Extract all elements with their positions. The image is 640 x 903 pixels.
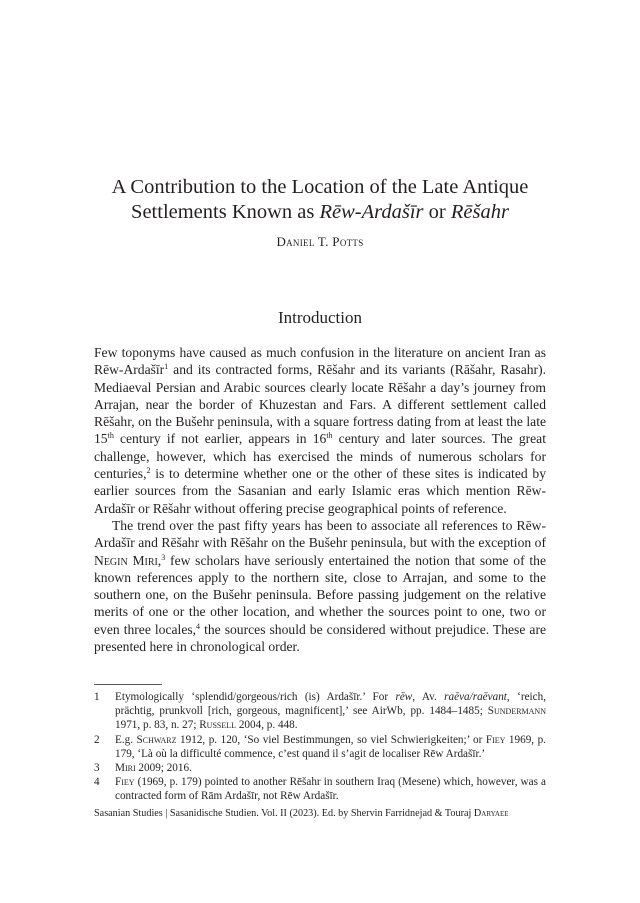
footnote-ref-4[interactable]: 4	[196, 621, 201, 631]
text-run: Few toponyms have caused as much confusion in the literature on ancient Iran as Rēw-Ardašīr	[94, 345, 546, 378]
text-run: 1912, p. 120, ‘So viel Bestimmungen, so viel Schwierigkeiten;’ or	[176, 733, 486, 746]
footnote-separator	[94, 684, 162, 685]
footnote-3	[94, 761, 546, 775]
footnote-2	[94, 733, 546, 761]
author-citation: Sundermann	[487, 705, 546, 718]
text-run: 1969, p. 179, ‘Là où la difficulté commence, c’est quand il s’agit de localiser Rēw Ardašīr.’	[115, 733, 546, 760]
text-run: Etymologically ‘splendid/gorgeous/rich (is) Ardašīr.’ For	[115, 691, 396, 703]
text-run: is to determine whether one or the other of these sites is indicated by earlier sources from the Sasanian and early Islamic eras which mention Rēw-Ardašīr or Rēšahr without offering precise geographical points of reference.	[94, 466, 546, 516]
author-citation: Negin Miri	[94, 552, 158, 568]
text-run: the sources should be considered without prejudice. These are presented here in chronological order.	[94, 621, 547, 655]
ordinal-suffix: th	[326, 431, 333, 441]
footer-text: Sasanian Studies | Sasanidische Studien. Vol. II (2023). Ed. by Shervin Farridnejad & Touraj	[94, 808, 474, 819]
text-run: century if not earlier, appears in 16	[113, 431, 327, 447]
footnote-number: 3	[94, 762, 100, 775]
text-run: (1969, p. 179) pointed to another Rēšahr in southern Iraq (Mesene) which, however, was a contracted form of Rām Ardašīr, not Rēw Ardašīr.	[115, 776, 546, 803]
footer-editor: Daryaee	[473, 808, 509, 819]
body-text	[94, 344, 546, 655]
section-heading: Introduction	[277, 308, 363, 327]
italic-term: raēva/raēvant	[444, 691, 507, 703]
ordinal-suffix: th	[107, 431, 114, 441]
footnotes	[94, 690, 546, 804]
text-run: , ‘reich, prächtig, prunkvoll [rich, gorgeous, magnificent],’ see AirWb, pp. 1484–1485;	[115, 691, 546, 718]
title-toponym-1: Rēw-Ardašīr	[319, 201, 424, 223]
author-citation: Russell	[199, 719, 237, 732]
paragraph-2	[94, 517, 546, 655]
footnote-text	[115, 775, 546, 803]
title-toponym-2: Rēšahr	[450, 201, 509, 223]
text-run: few scholars have seriously entertained the notion that some of the known references apply to the northern site, close to Arrajan, and some to the southern one, on the Bušehr peninsula. Before passing judgement on the relative merits of one or the other location, and whether the sources point to one, two or even three locales,	[94, 552, 546, 637]
footnote-ref-1[interactable]: 1	[164, 362, 169, 372]
footnote-ref-2[interactable]: 2	[146, 466, 151, 476]
footnote-number: 4	[94, 776, 100, 789]
footnote-text	[115, 690, 546, 733]
italic-term: rēw	[395, 691, 413, 703]
text-run: century and later sources. The great challenge, however, which has exercised the minds of numerous scholars for centuries,	[94, 431, 546, 482]
article-title-line-2	[60, 200, 580, 225]
article-title	[60, 175, 580, 225]
text-run: 2004, p. 448.	[236, 719, 298, 732]
text-run: 1971, p. 83, n. 27;	[115, 719, 200, 732]
text-run: The trend over the past fifty years has been to associate all references to Rēw-Ardašīr and Rēšahr with Rēšahr on the Bušehr peninsula, but with the exception of	[94, 517, 546, 551]
author-citation: Miri	[115, 762, 136, 775]
page-footer	[94, 808, 509, 819]
title-text: or	[423, 201, 451, 223]
text-run: E.g.	[115, 733, 137, 746]
author-citation: Fiey	[485, 733, 506, 746]
footnote-1	[94, 690, 546, 733]
footnote-number: 2	[94, 733, 100, 746]
author-name: Daniel T. Potts	[276, 234, 364, 249]
text-run: 2009; 2016.	[135, 762, 192, 775]
author-citation: Schwarz	[136, 733, 177, 746]
author-citation: Fiey	[115, 776, 135, 789]
title-text: Settlements Known as	[131, 201, 320, 223]
paragraph-1	[94, 344, 546, 517]
footnote-4	[94, 775, 546, 803]
article-title-line-1: A Contribution to the Location of the Late Antique	[111, 176, 529, 198]
footnote-number: 1	[94, 691, 100, 703]
text-run: and its contracted forms, Rēšahr and its variants (Rāšahr, Rasahr). Mediaeval Persian and Arabic sources clearly locate Rēšahr a day’s journey from Arrajan, near the border of Khuzestan and Fars. A different settlement called Rēšahr, on the Bušehr peninsula, with a square fortress dating from at least the late 15	[94, 362, 546, 447]
text-run: ,	[157, 552, 162, 568]
footnote-ref-3[interactable]: 3	[161, 552, 166, 562]
text-run: , Av.	[412, 691, 445, 703]
footnote-text	[115, 733, 546, 761]
footnote-text	[115, 761, 546, 775]
